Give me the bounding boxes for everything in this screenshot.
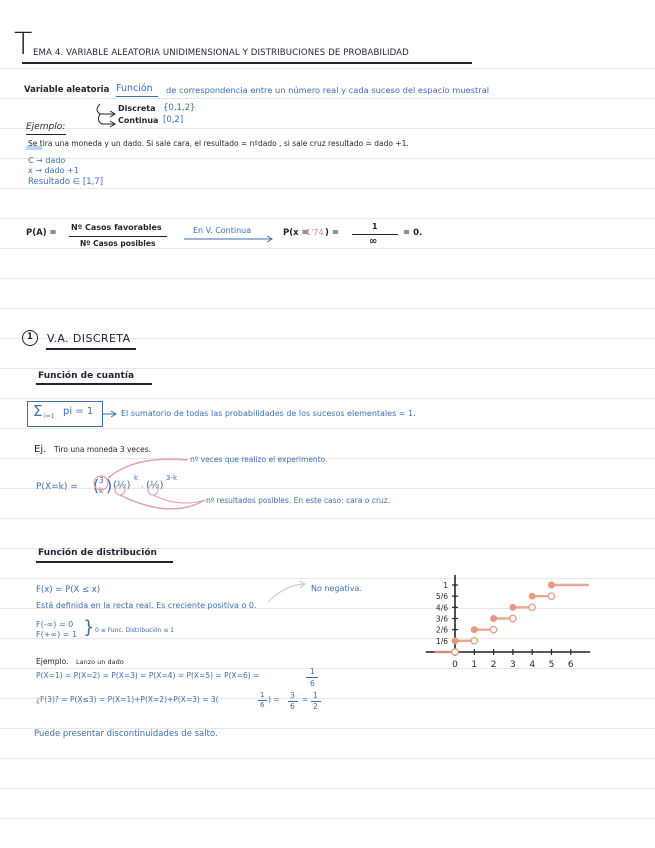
px-result: = 0. [403,228,423,238]
x-tick-label: 5 [548,660,555,670]
f3-eq: = [302,695,309,704]
discreta-label: Discreta [118,104,156,113]
probs-frac-den: 6 [310,679,315,688]
px-right: ) = [325,228,339,238]
sum-sigma: Σ [33,402,43,420]
variable-definition: de correspondencia entre un número real y cada suceso del espacio muestral [166,85,490,95]
half-a: (½) [113,480,131,491]
x-tick-label: 1 [471,660,478,670]
tema-initial: T [14,27,33,62]
step-closed-point [471,627,477,633]
pa-label: P(A) = [26,228,57,238]
dot-mult: · [141,483,144,492]
no-negativa: No negativa. [311,584,362,593]
binom-close: ) [106,476,113,495]
step-open-point [510,615,516,621]
section-title: V.A. DISCRETA [47,332,131,345]
binom-open: ( [93,476,100,495]
step-open-point [471,638,477,644]
page-title: EMA 4. VARIABLE ALEATORIA UNIDIMENSIONAL Y DISTRIBUCIONES DE PROBABILIDAD [33,48,409,58]
f3-frac2-den: 2 [313,702,318,711]
f3-frac2-num: 1 [313,691,318,700]
px-left: P(x = [283,228,309,238]
ejemplo-dado-label: Ejemplo. [36,657,69,666]
discreta-set: {0,1,2} [163,103,196,113]
c-line: C → dado [28,156,66,165]
distribucion-title: Función de distribución [38,548,157,558]
conclusion: Puede presentar discontinuidades de salto. [34,729,218,739]
binom-bottom: k [99,486,104,495]
y-tick-label: 2/6 [435,625,448,635]
cuantia-title: Función de cuantía [38,371,135,381]
f3-frac1-den: 6 [290,702,295,711]
ejemplo-text: Se tira una moneda y un dado. Si sale cara, el resultado = nºdado , si sale cruz resultado = dado +1. [28,139,409,148]
x-tick-label: 4 [529,660,536,670]
ejemplo-dado-text: Lanzo un dado [76,658,124,666]
sum-rest: pi = 1 [63,406,94,417]
annotation-top: nº veces que realizo el experimento. [190,455,328,464]
f-minus: F(-∞) = 0 [36,620,74,629]
x-tick-label: 3 [510,660,516,670]
f3-line: ¿F(3)? = P(X≤3) = P(X=1)+P(X=2)+P(X=3) = 3( [36,695,219,704]
section-number: 1 [27,332,33,342]
exp-3k: 3-k [166,474,178,482]
frac-num: 1 [372,222,378,231]
x-tick-label: 0 [452,660,458,670]
pa-numerator: Nº Casos favorables [71,223,162,232]
annotation-bottom: nº resultados posibles. En este caso: cara o cruz. [206,496,391,505]
step-closed-point [452,638,458,644]
binom-top: 3 [99,476,104,485]
brace-note: 0 ≤ Func. Distribución ≤ 1 [95,627,175,634]
exp-k: k [134,474,139,482]
fx-definition: F(x) = P(X ≤ x) [36,585,101,595]
f3-mid: ) = [268,695,280,704]
funcion-word: Función [116,83,153,94]
px-value: 1'74 [306,228,324,237]
step-closed-point [510,604,516,610]
probs-line: P(X=1) = P(X=2) = P(X=3) = P(X=4) = P(X=5) = P(X=6) = [36,671,260,680]
pxk-label: P(X=k) = [36,482,78,492]
cuantia-description: El sumatorio de todas las probabilidades de los sucesos elementales = 1. [121,409,416,418]
pa-denominator: Nº Casos posibles [80,239,156,248]
f3-frac1-num: 3 [290,691,295,700]
brace: } [83,617,95,638]
continua-label: Continua [118,116,159,125]
f3-inner-den: 6 [260,701,265,709]
x-tick-label: 6 [567,660,574,670]
ejemplo-label: Ejemplo: [26,122,66,132]
f3-inner-num: 1 [260,691,265,699]
ej-label: Ej. [34,444,47,455]
resultado-line: Resultado ∈ [1,7] [28,177,104,187]
x-tick-label: 2 [490,660,497,670]
y-tick-label: 5/6 [435,592,448,602]
x-line: x → dado +1 [28,166,79,175]
step-open-point [529,604,535,610]
ej-text: Tiro una moneda 3 veces. [54,445,152,454]
frac-den: ∞ [369,236,378,247]
sum-subscript: i=1 [44,413,55,420]
y-tick-label: 3/6 [435,614,448,624]
step-open-point [548,593,554,599]
definida-text: Está definida en la recta real. Es creciente positiva o 0. [36,601,257,610]
half-b: (½) [146,480,164,491]
step-open-point [452,649,458,655]
continua-set: [0,2] [163,115,184,125]
step-closed-point [491,616,497,622]
y-tick-label: 1 [443,581,448,590]
step-open-point [490,626,496,632]
variable-label: Variable aleatoria [24,85,110,95]
y-tick-label: 4/6 [435,603,448,613]
f-plus: F(+∞) = 1 [36,630,78,639]
step-closed-point [529,593,535,599]
probs-frac-num: 1 [310,667,315,676]
y-tick-label: 1/6 [435,636,448,646]
continua-arrow-label: En V. Continua [193,226,252,235]
step-closed-point [549,582,555,588]
